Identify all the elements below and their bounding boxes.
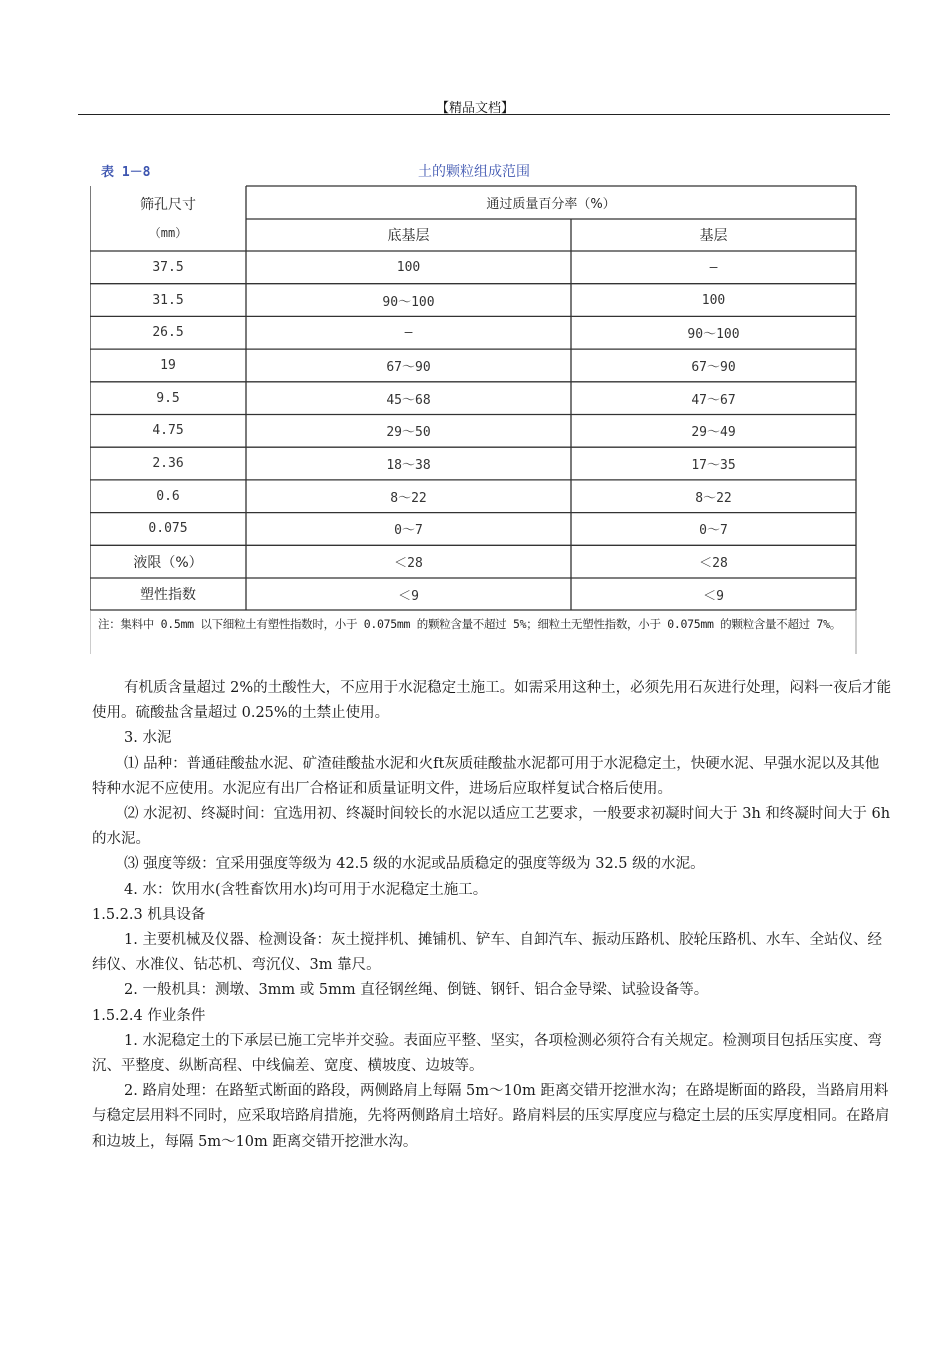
paragraph-water: 4. 水：饮用水(含牲畜饮用水)均可用于水泥稳定土施工。 <box>124 881 488 898</box>
sieve-size-cell: 4.75 <box>152 423 184 439</box>
base-cell: 90～100 <box>687 327 740 343</box>
sieve-size-cell: 9.5 <box>156 390 180 406</box>
subbase-cell: 90～100 <box>382 294 435 310</box>
group-header: 通过质量百分率（%） <box>486 197 616 212</box>
paragraph-main-machinery: 1. 主要机械及仪器、检测设备：灰土搅拌机、摊铺机、铲车、自卸汽车、振动压路机、胶轮压路机、水车、全站仪、经纬仪、水准仪、钻芯机、弯沉仪、3m 靠尺。 <box>92 932 882 974</box>
heading-cement: 3. 水泥 <box>124 730 172 747</box>
base-cell: 100 <box>701 292 726 308</box>
paragraph-shoulder: 2. 路肩处理：在路堑式断面的路段，两侧路肩上每隔 5m～10m 距离交错开挖泄水沟；在路堤断面的路段，当路肩用料与稳定层用料不同时，应采取培路肩措施，先将两侧路肩土培好。路肩料层的压实厚度应与稳定土层的压实厚度相同。在路肩和边坡上，每隔 5m～10m 距离交错开挖泄水沟。 <box>92 1083 890 1150</box>
base-cell: — <box>709 259 718 275</box>
paragraph-strength-grade: ⑶ 强度等级：宜采用强度等级为 42.5 级的水泥或品质稳定的强度等级为 32.5 级的水泥。 <box>124 856 705 873</box>
sieve-size-cell: 塑性指数 <box>140 587 196 604</box>
page-header: 【精品文档】 <box>435 101 514 116</box>
base-cell: 8～22 <box>695 490 732 506</box>
table-number: 表 1－8 <box>101 165 151 180</box>
sieve-size-cell: 0.075 <box>148 521 188 537</box>
sieve-size-cell: 2.36 <box>152 456 184 472</box>
paragraph-general-tools: 2. 一般机具：测墩、3mm 或 5mm 直径钢丝绳、倒链、钢钎、铝合金导梁、试验设备等。 <box>124 982 709 999</box>
col1-header: 底基层 <box>387 228 430 244</box>
sieve-size-cell: 37.5 <box>152 259 184 275</box>
subbase-cell: 29～50 <box>386 425 431 441</box>
sieve-size-cell: 液限（%） <box>133 554 203 571</box>
grading-table <box>90 158 858 654</box>
subbase-cell: 8～22 <box>390 490 427 506</box>
col0-header-line2: （mm） <box>148 225 188 240</box>
base-cell: 47～67 <box>691 392 736 408</box>
sieve-size-cell: 31.5 <box>152 292 184 308</box>
sieve-size-cell: 19 <box>160 357 176 373</box>
paragraph-cement-type: ⑴ 品种：普通硅酸盐水泥、矿渣硅酸盐水泥和火ft灰质硅酸盐水泥都可用于水泥稳定土，快硬水泥、早强水泥以及其他特种水泥不应使用。水泥应有出厂合格证和质量证明文件，进场后应取样复试合格后使用。 <box>92 755 880 797</box>
base-cell: 0～7 <box>699 523 728 539</box>
body-text <box>92 676 892 1155</box>
subbase-cell: 67～90 <box>386 359 431 375</box>
subbase-cell: 18～38 <box>386 458 431 474</box>
col2-header: 基层 <box>699 228 728 244</box>
paragraph-setting-time: ⑵ 水泥初、终凝时间：宜选用初、终凝时间较长的水泥以适应工艺要求，一般要求初凝时间大于 3h 和终凝时间大于 6h 的水泥。 <box>92 806 891 848</box>
section-heading-equipment: 1.5.2.3 机具设备 <box>92 906 206 923</box>
table-caption <box>90 158 858 186</box>
base-cell: 29～49 <box>691 425 736 441</box>
sieve-size-cell: 26.5 <box>152 325 184 341</box>
col0-header-line1: 筛孔尺寸 <box>140 197 196 213</box>
base-cell: 67～90 <box>691 359 736 375</box>
subbase-cell: — <box>404 325 413 341</box>
subbase-cell: 100 <box>396 259 421 275</box>
base-cell: 17～35 <box>691 458 736 474</box>
paragraph-sublayer: 1. 水泥稳定土的下承层已施工完毕并交验。表面应平整、坚实，各项检测必须符合有关规定。检测项目包括压实度、弯沉、平整度、纵断高程、中线偏差、宽度、横坡度、边坡等。 <box>92 1032 882 1075</box>
table-note: 注：集料中 0.5mm 以下细粒土有塑性指数时，小于 0.075mm 的颗粒含量不超过 5%；细粒土无塑性指数，小于 0.075mm 的颗粒含量不超过 7%。 <box>98 617 841 631</box>
header-rule <box>78 114 890 115</box>
subbase-cell: ＜28 <box>394 556 423 572</box>
table-title: 土的颗粒组成范围 <box>418 164 530 180</box>
subbase-cell: 0～7 <box>394 523 423 539</box>
section-heading-conditions: 1.5.2.4 作业条件 <box>92 1007 206 1024</box>
base-cell: ＜28 <box>699 556 728 572</box>
sieve-size-cell: 0.6 <box>156 488 180 504</box>
paragraph-organic-matter: 有机质含量超过 2%的土酸性大，不应用于水泥稳定土施工。如需采用这种土，必须先用石灰进行处理，闷料一夜后才能使用。硫酸盐含量超过 0.25%的土禁止使用。 <box>92 680 892 722</box>
base-cell: ＜9 <box>703 588 724 604</box>
subbase-cell: 45～68 <box>386 392 431 408</box>
subbase-cell: ＜9 <box>398 588 419 604</box>
